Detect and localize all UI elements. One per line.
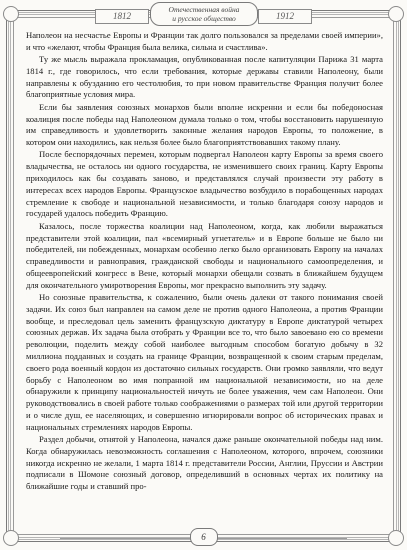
header-title-line1: Отечественная война (168, 5, 240, 14)
footer-rule (217, 538, 347, 539)
corner-ornament (3, 530, 19, 546)
paragraph: Казалось, после торжества коалиции над Наполеоном, когда, как любили выражаться представители этой коалиции, пал «всемирный угнетатель» и в Европе больше не было ни победителей, ни побежденных, монархам особенно легко было организовать Европу на началах справедливости и равноправия, гражданской свободы и национального самоопределения, и общеевропейский конгресс в Вене, который монархи обещали созвать в ближайшем будущем для окончательного умиротворения Европы, мог прекрасно выполнить эту задачу. (26, 220, 383, 290)
paragraph: После беспорядочных перемен, которым подвергал Наполеон карту Европы за время своего владычества, не осталось ни одного государства, не изменившего своих границ. Карту Европы приходилось как бы создавать заново, и представлялся случай произвести эту работу в интересах всех народов Европы. Французское владычество возбудило в порабощенных народах стремление к свободе и национальной независимости, и только благодаря союзу народов и государей удалось победить Францию. (26, 149, 383, 219)
paragraph: Наполеон на несчастье Европы и Франции так долго пользовался за пределами своей империи», и что «желают, чтобы Франция была велика, сильна и счастлива». (26, 30, 383, 52)
paragraph: Но союзные правительства, к сожалению, были очень далеки от такого понимания своей задачи. Их союз был направлен на самом деле не против одного Наполеона, а против Франции вообще, и преследовал цель заменить французскую диктатуру в Европе диктатурой четырех союзных держав. Их задача была отобрать у Франции все то, что было завоевано ею со времени революции, поделить между собой наиболее выгодным способом богатую добычу в 32 миллиона подданных и создать на границе Франции, возвращенной к своим старым пределам, своего рода военный кордон из достаточно сильных государств. Они громко заявляли, что ведут борьбу с Наполеоном во имя попранной им национальной независимости, но на деле обнаружили к принципу национальностей ничуть не более уважения, чем сам Наполеон. Они руководствовались в своей работе только соображениями о размерах той или другой территории и о числе душ, ее населяющих, и совершенно игнорировали вопрос об исторических правах и национальных стремлениях народов Европы. (26, 292, 383, 432)
paragraph: Раздел добычи, отнятой у Наполеона, начался даже раньше окончательной победы над ним. Когда обнаружилась невозможность соглашения с Наполеоном, которого, впрочем, союзники никогда искренно не желали, 1 марта 1814 г. представители России, Англии, Пруссии и Австрии подписали в Шомоне союзный договор, определивший в основных чертах их политику на ближайшие годы и ставший про- (26, 434, 383, 492)
corner-ornament (388, 530, 404, 546)
paragraph: Если бы заявления союзных монархов были вполне искренни и если бы победоносная коалиция после победы над Наполеоном думала только о том, чтобы восстановить нарушенную им справедливость и удовлетворить законные желания народов Европы, то положение, в котором они находились, как нельзя более было благоприятствовавших такому плану. (26, 101, 383, 148)
footer-rule (60, 538, 190, 539)
page-number: 6 (190, 528, 218, 546)
paragraph: Ту же мысль выражала прокламация, опубликованная после капитуляции Парижа 31 марта 1814 г., где говорилось, что если требования, которые державы ставили Наполеону, были направлены к обузданию его честолюбия, то при новом правительстве Франция получит более благоприятные условия мира. (26, 54, 383, 100)
header-title-line2: и русское общество (172, 14, 236, 23)
header-cartouche (150, 2, 258, 26)
header-year-left: 1812 (95, 9, 149, 24)
page-header (0, 0, 407, 30)
header-year-right: 1912 (258, 9, 312, 24)
body-text (26, 30, 383, 494)
